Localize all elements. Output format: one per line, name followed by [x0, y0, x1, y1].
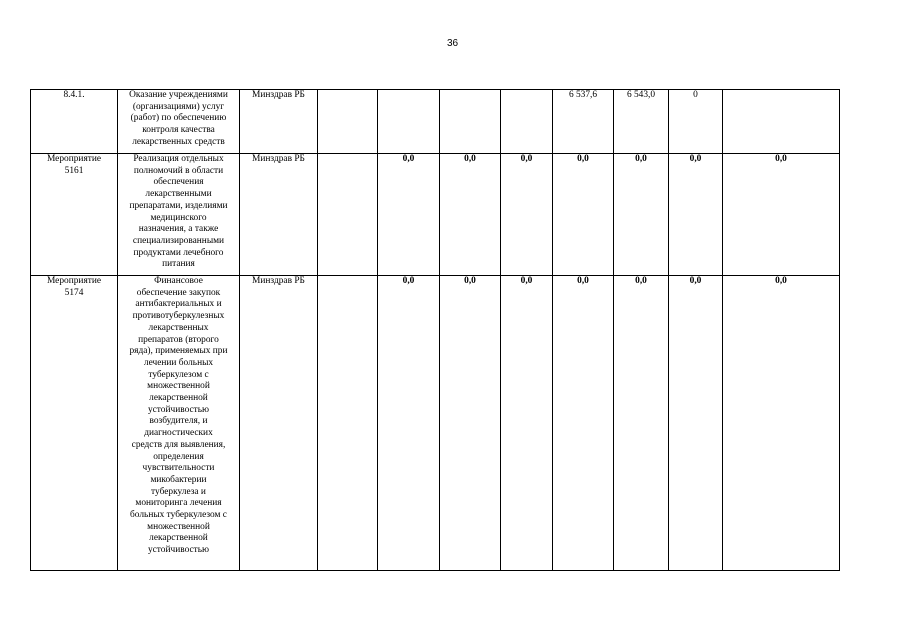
value-cell	[440, 90, 501, 154]
value-cell: 0,0	[614, 276, 669, 571]
value-cell: 6 537,6	[553, 90, 614, 154]
value-cell	[723, 90, 840, 154]
value-cell: 0,0	[501, 154, 553, 276]
row-executor: Минздрав РБ	[240, 154, 318, 276]
value-cell: 0,0	[440, 154, 501, 276]
value-cell: 0,0	[553, 276, 614, 571]
row-name: Оказание учреждениями (организациями) услуг (работ) по обеспечению контроля качества лекарственных средств	[118, 90, 240, 154]
value-cell: 0,0	[378, 154, 440, 276]
value-cell: 0,0	[723, 276, 840, 571]
value-cell	[501, 90, 553, 154]
value-cell	[318, 154, 378, 276]
row-name: Финансовое обеспечение закупок антибактериальных и противотуберкулезных лекарственных препаратов (второго ряда), применяемых при лечении больных туберкулезом с множественной лекарственной устойчивостью возбудителя, и диагностических средств для выявления, определения чувствительности микобактерии туберкулеза и мониторинга лечения больных туберкулезом с множественной лекарственной устойчивостью	[118, 276, 240, 571]
value-cell: 0,0	[723, 154, 840, 276]
value-cell	[318, 276, 378, 571]
value-cell: 0,0	[614, 154, 669, 276]
table-row	[31, 90, 840, 154]
value-cell: 0,0	[669, 276, 723, 571]
row-code: 8.4.1.	[31, 90, 118, 154]
value-cell	[318, 90, 378, 154]
row-executor: Минздрав РБ	[240, 276, 318, 571]
value-cell: 0,0	[553, 154, 614, 276]
value-cell: 0,0	[440, 276, 501, 571]
row-code: Мероприятие 5174	[31, 276, 118, 571]
row-name: Реализация отдельных полномочий в области обеспечения лекарственными препаратами, изделиями медицинского назначения, а также специализированными продуктами лечебного питания	[118, 154, 240, 276]
value-cell: 0	[669, 90, 723, 154]
value-cell: 0,0	[378, 276, 440, 571]
value-cell: 6 543,0	[614, 90, 669, 154]
table-row	[31, 154, 840, 276]
value-cell: 0,0	[501, 276, 553, 571]
table-row	[31, 276, 840, 571]
value-cell: 0,0	[669, 154, 723, 276]
row-code: Мероприятие 5161	[31, 154, 118, 276]
page-number: 36	[446, 38, 459, 49]
budget-table	[30, 89, 840, 571]
value-cell	[378, 90, 440, 154]
row-executor: Минздрав РБ	[240, 90, 318, 154]
